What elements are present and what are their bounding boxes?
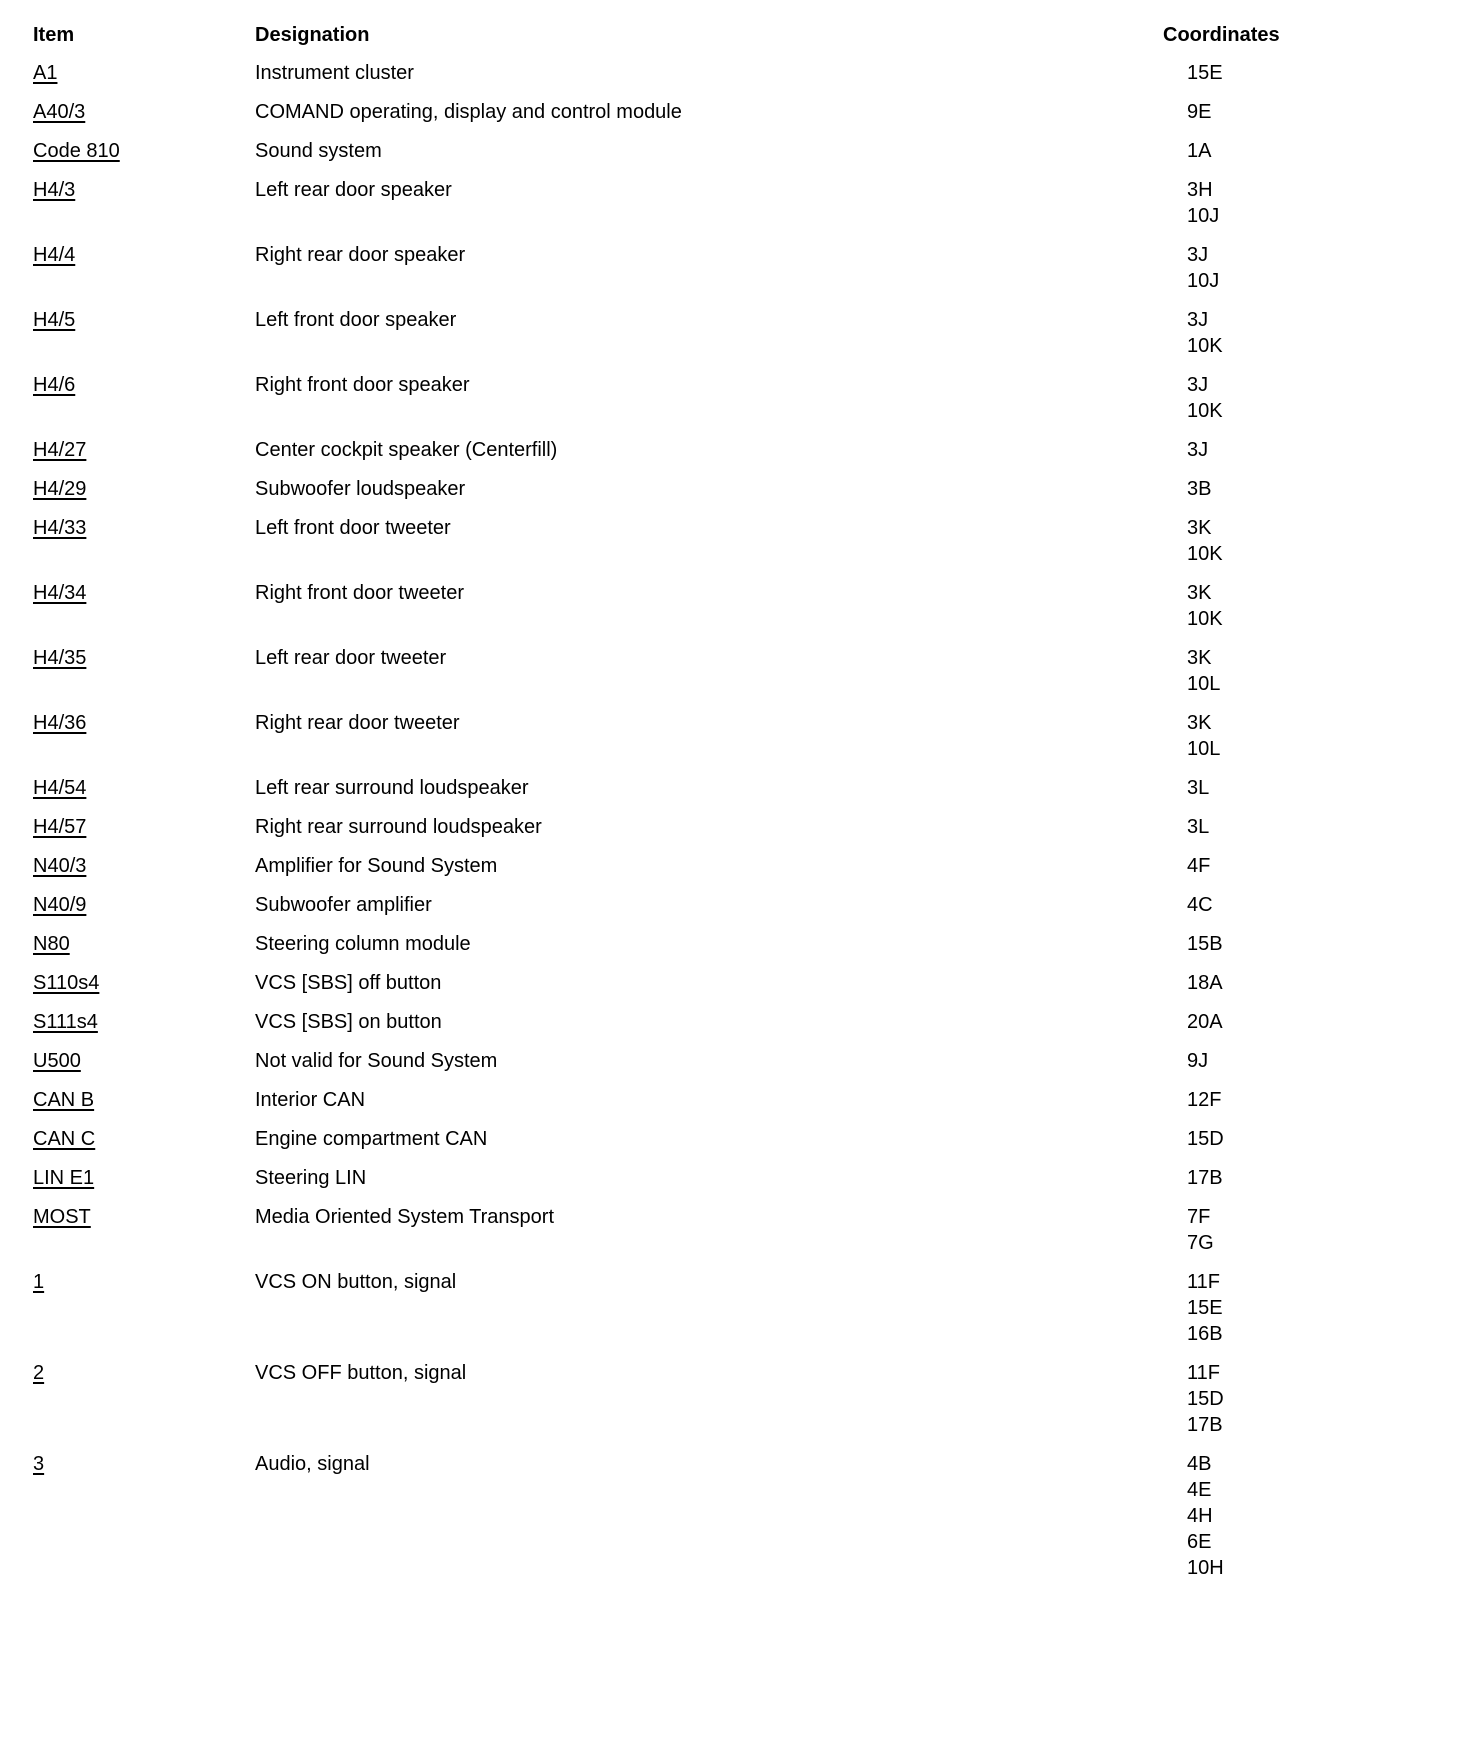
item-cell [33, 931, 255, 970]
coordinates-cell [1163, 372, 1432, 437]
coordinates-cell [1163, 775, 1432, 814]
item-code: 1 [33, 1271, 45, 1293]
designation-cell: Steering column module [255, 933, 471, 955]
coordinate-value: 4E [1187, 1479, 1212, 1501]
item-code: H4/36 [33, 712, 87, 734]
table-row [33, 515, 1432, 580]
legend-table [33, 22, 1432, 1594]
table-row [33, 242, 1432, 307]
item-cell [33, 970, 255, 1009]
coordinate-value: 4F [1187, 855, 1211, 877]
coordinate-value: 3L [1187, 777, 1210, 799]
coordinate-value: 15D [1187, 1128, 1224, 1150]
table-row [33, 970, 1432, 1009]
designation-cell: COMAND operating, display and control module [255, 101, 682, 123]
coordinates-cell [1163, 1204, 1432, 1269]
item-cell [33, 372, 255, 437]
coordinates-cell [1163, 99, 1432, 138]
table-row [33, 99, 1432, 138]
item-cell [33, 1009, 255, 1048]
coordinate-value: 10J [1187, 270, 1220, 292]
designation-cell: Audio, signal [255, 1453, 370, 1475]
coordinate-value: 20A [1187, 1011, 1223, 1033]
designation-cell: Right front door speaker [255, 374, 470, 396]
coordinates-cell [1163, 814, 1432, 853]
item-code: H4/4 [33, 244, 76, 266]
item-code: N40/3 [33, 855, 87, 877]
coordinate-value: 15B [1187, 933, 1223, 955]
coordinates-cell [1163, 138, 1432, 177]
item-code: H4/34 [33, 582, 87, 604]
item-code: CAN B [33, 1089, 95, 1111]
table-row [33, 580, 1432, 645]
item-code: A1 [33, 62, 58, 84]
item-cell [33, 242, 255, 307]
item-code: H4/54 [33, 777, 87, 799]
designation-cell: Left front door speaker [255, 309, 457, 331]
designation-cell: Engine compartment CAN [255, 1128, 488, 1150]
legend-table-header [33, 22, 1432, 60]
coordinate-value: 11F [1187, 1362, 1220, 1384]
item-code: Code 810 [33, 140, 120, 162]
item-code: H4/35 [33, 647, 87, 669]
item-code: H4/27 [33, 439, 87, 461]
item-cell [33, 476, 255, 515]
coordinates-cell [1163, 853, 1432, 892]
item-code: S111s4 [33, 1011, 98, 1033]
item-cell [33, 775, 255, 814]
coordinate-value: 3J [1187, 244, 1209, 266]
item-code: H4/29 [33, 478, 87, 500]
designation-cell: Left rear door speaker [255, 179, 452, 201]
coordinates-cell [1163, 437, 1432, 476]
designation-cell: Instrument cluster [255, 62, 414, 84]
coordinate-value: 3J [1187, 309, 1209, 331]
item-cell [33, 814, 255, 853]
coordinates-cell [1163, 307, 1432, 372]
designation-cell: Amplifier for Sound System [255, 855, 498, 877]
coordinate-value: 3J [1187, 439, 1209, 461]
column-header-coordinates: Coordinates [1163, 24, 1280, 46]
coordinates-cell [1163, 931, 1432, 970]
coordinates-cell [1163, 1087, 1432, 1126]
legend-table-body [33, 60, 1432, 1594]
designation-cell: Right rear door speaker [255, 244, 466, 266]
item-cell [33, 580, 255, 645]
item-cell [33, 138, 255, 177]
coordinate-value: 10K [1187, 608, 1223, 630]
table-row [33, 1165, 1432, 1204]
coordinates-cell [1163, 970, 1432, 1009]
item-code: U500 [33, 1050, 81, 1072]
designation-cell: Not valid for Sound System [255, 1050, 498, 1072]
coordinate-value: 12F [1187, 1089, 1222, 1111]
item-cell [33, 515, 255, 580]
item-cell [33, 1360, 255, 1451]
table-row [33, 177, 1432, 242]
coordinate-value: 3K [1187, 647, 1212, 669]
coordinate-value: 10K [1187, 543, 1223, 565]
designation-cell: Right rear door tweeter [255, 712, 460, 734]
item-code: N40/9 [33, 894, 87, 916]
designation-cell: VCS [SBS] on button [255, 1011, 442, 1033]
item-cell [33, 892, 255, 931]
column-header-item: Item [33, 24, 75, 46]
designation-cell: Media Oriented System Transport [255, 1206, 555, 1228]
item-cell [33, 1126, 255, 1165]
designation-cell: Left rear door tweeter [255, 647, 447, 669]
designation-cell: Left front door tweeter [255, 517, 451, 539]
item-cell [33, 1165, 255, 1204]
table-row [33, 437, 1432, 476]
designation-cell: Sound system [255, 140, 382, 162]
item-cell [33, 710, 255, 775]
header-row [33, 22, 1432, 60]
designation-cell: Center cockpit speaker (Centerfill) [255, 439, 558, 461]
item-cell [33, 1048, 255, 1087]
coordinate-value: 18A [1187, 972, 1223, 994]
coordinate-value: 7F [1187, 1206, 1211, 1228]
coordinates-cell [1163, 892, 1432, 931]
table-row [33, 1009, 1432, 1048]
item-code: H4/33 [33, 517, 87, 539]
designation-cell: Interior CAN [255, 1089, 366, 1111]
table-row [33, 476, 1432, 515]
designation-cell: Right front door tweeter [255, 582, 464, 604]
coordinate-value: 9J [1187, 1050, 1209, 1072]
table-row [33, 892, 1432, 931]
coordinates-cell [1163, 476, 1432, 515]
item-cell [33, 645, 255, 710]
item-cell [33, 1269, 255, 1360]
designation-cell: Right rear surround loudspeaker [255, 816, 542, 838]
table-row [33, 60, 1432, 99]
item-cell [33, 99, 255, 138]
coordinate-value: 4C [1187, 894, 1213, 916]
coordinate-value: 10L [1187, 673, 1221, 695]
coordinates-cell [1163, 1048, 1432, 1087]
item-cell [33, 307, 255, 372]
table-row [33, 1360, 1432, 1451]
coordinates-cell [1163, 177, 1432, 242]
coordinate-value: 10H [1187, 1557, 1224, 1579]
item-cell [33, 1087, 255, 1126]
coordinates-cell [1163, 242, 1432, 307]
table-row [33, 307, 1432, 372]
table-row [33, 775, 1432, 814]
coordinate-value: 3J [1187, 374, 1209, 396]
coordinate-value: 10K [1187, 335, 1223, 357]
coordinate-value: 10J [1187, 205, 1220, 227]
item-code: CAN C [33, 1128, 96, 1150]
coordinates-cell [1163, 1126, 1432, 1165]
item-code: H4/3 [33, 179, 76, 201]
item-code: MOST [33, 1206, 91, 1228]
item-code: S110s4 [33, 972, 100, 994]
coordinate-value: 1A [1187, 140, 1212, 162]
table-row [33, 853, 1432, 892]
coordinate-value: 3K [1187, 712, 1212, 734]
item-cell [33, 437, 255, 476]
item-code: H4/57 [33, 816, 87, 838]
coordinates-cell [1163, 580, 1432, 645]
coordinates-cell [1163, 645, 1432, 710]
table-row [33, 931, 1432, 970]
item-code: LIN E1 [33, 1167, 95, 1189]
table-row [33, 645, 1432, 710]
item-cell [33, 1204, 255, 1269]
coordinate-value: 6E [1187, 1531, 1212, 1553]
coordinates-cell [1163, 1360, 1432, 1451]
designation-cell: Left rear surround loudspeaker [255, 777, 529, 799]
table-row [33, 1204, 1432, 1269]
coordinate-value: 3B [1187, 478, 1212, 500]
table-row [33, 1048, 1432, 1087]
item-code: 3 [33, 1453, 45, 1475]
coordinate-value: 3L [1187, 816, 1210, 838]
coordinate-value: 3H [1187, 179, 1213, 201]
designation-cell: Steering LIN [255, 1167, 367, 1189]
coordinates-cell [1163, 1451, 1432, 1594]
coordinate-value: 3K [1187, 517, 1212, 539]
coordinate-value: 10K [1187, 400, 1223, 422]
table-row [33, 814, 1432, 853]
table-row [33, 1269, 1432, 1360]
item-code: A40/3 [33, 101, 86, 123]
item-cell [33, 853, 255, 892]
coordinates-cell [1163, 60, 1432, 99]
coordinate-value: 16B [1187, 1323, 1223, 1345]
designation-cell: VCS ON button, signal [255, 1271, 457, 1293]
designation-cell: VCS [SBS] off button [255, 972, 442, 994]
coordinate-value: 4H [1187, 1505, 1213, 1527]
item-cell [33, 177, 255, 242]
table-row [33, 1126, 1432, 1165]
coordinate-value: 9E [1187, 101, 1212, 123]
coordinates-cell [1163, 1009, 1432, 1048]
coordinate-value: 15E [1187, 62, 1223, 84]
coordinate-value: 15E [1187, 1297, 1223, 1319]
coordinate-value: 11F [1187, 1271, 1220, 1293]
coordinate-value: 15D [1187, 1388, 1224, 1410]
item-code: H4/5 [33, 309, 76, 331]
designation-cell: VCS OFF button, signal [255, 1362, 467, 1384]
coordinate-value: 10L [1187, 738, 1221, 760]
designation-cell: Subwoofer amplifier [255, 894, 432, 916]
table-row [33, 138, 1432, 177]
coordinates-cell [1163, 515, 1432, 580]
table-row [33, 372, 1432, 437]
table-row [33, 710, 1432, 775]
item-code: 2 [33, 1362, 45, 1384]
coordinate-value: 3K [1187, 582, 1212, 604]
coordinate-value: 4B [1187, 1453, 1212, 1475]
table-row [33, 1451, 1432, 1594]
coordinate-value: 17B [1187, 1414, 1223, 1436]
designation-cell: Subwoofer loudspeaker [255, 478, 466, 500]
coordinates-cell [1163, 1269, 1432, 1360]
item-cell [33, 60, 255, 99]
coordinate-value: 7G [1187, 1232, 1214, 1254]
table-row [33, 1087, 1432, 1126]
coordinates-cell [1163, 1165, 1432, 1204]
item-code: H4/6 [33, 374, 76, 396]
column-header-designation: Designation [255, 24, 370, 46]
coordinate-value: 17B [1187, 1167, 1223, 1189]
item-code: N80 [33, 933, 70, 955]
coordinates-cell [1163, 710, 1432, 775]
item-cell [33, 1451, 255, 1594]
